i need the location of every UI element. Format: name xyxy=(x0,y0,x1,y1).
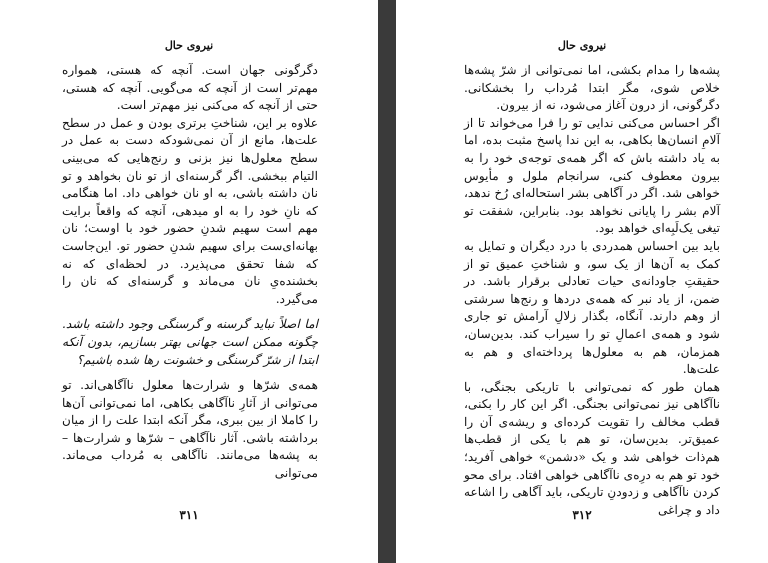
left-page-body xyxy=(62,62,318,483)
book-spine-divider xyxy=(378,0,396,563)
left-paragraph-1: دگرگونی جهان است. آنچه که هستی، همواره مهم‌تر است از آنچه که می‌گویی. آنچه که هستی، حتی از آنچه که می‌کنی نیز مهم‌تر است. xyxy=(62,63,318,113)
right-paragraph-1: پشه‌ها را مدام بکشی، اما نمی‌توانی از شرّ پشه‌ها خلاص شوی، مگر ابتدا مُرداب را بخشکانی. دگرگونی، از درون آغاز می‌شود، نه از بیرون. xyxy=(464,63,720,113)
page-number-left: ۳۱۱ xyxy=(179,508,199,522)
running-head-left: نیروی حال xyxy=(164,39,214,52)
right-paragraph-3: باید بین احساس همدردی با درد دیگران و تمایل به کمک به آن‌ها از یک سو، و شناختِ عمیق تو از حقیقتِ جاودانه‌ی حیات تعادلی برقرار باشد. در ضمن، از یاد نبر که همه‌ی دردها و رنج‌ها سرشتی از وهم دارند. آنگاه، بگذار زلالِ آرامش تو جاری شود و همه‌ی اعمالِ تو را سیراب کند. بدین‌سان، همزمان، هم به معلول‌ها پرداخته‌ای و هم به علت‌ها. xyxy=(464,238,720,377)
right-page-body xyxy=(464,62,720,519)
right-page xyxy=(396,0,768,563)
right-paragraph-4: همان طور که نمی‌توانی با تاریکی بجنگی، با ناآگاهی نیز نمی‌توانی بجنگی. اگر این کار را بکنی، قطب مخالف را تقویت کرده‌ای و ریشه‌ی آن را عمیق‌تر. بدین‌سان، تو هم با یکی از قطب‌ها هم‌ذات خواهی شد و یک «دشمن» خواهی آفرید؛ خود تو هم به درِه‌ی ناآگاهی خواهی افتاد. برای محو کردن ناآگاهی و زدودنِ تاریکی، باید آگاهی را اشاعه داد و چراغی xyxy=(464,379,720,517)
right-paragraph-2: اگر احساس می‌کنی ندایی تو را فرا می‌خواند تا از آلامِ انسان‌ها بکاهی، به این ندا پاسخ مثبت بده، اما به یاد داشته باش که اگر همه‌ی توجه‌ی خود را به بیرون معطوف کنی، سرانجام ملول و مأیوس خواهی شد. اگر در آگاهی بشر استحاله‌ای رُخ ندهد، آلام بشر را پایانی نخواهد بود. بنابراین، شفقت تو تیغی یک‌لَبِه‌ای خواهد بود. xyxy=(464,115,720,236)
left-page xyxy=(0,0,378,563)
running-head-right: نیروی حال xyxy=(557,39,607,52)
left-italic-quote: اما اصلاً نباید گرسنه و گرسنگی وجود داشته باشد. چگونه ممکن است جهانی بهتر بسازیم، بدون آنکه ابتدا از شرّ گرسنگی و خشونت رها شده باشیم؟ xyxy=(62,317,318,367)
page-number-right: ۳۱۲ xyxy=(572,508,592,522)
left-paragraph-2: علاوه بر این، شناختِ برتری بودن و عمل در سطح علت‌ها، مانع از آن نمی‌شودکه دست به عمل در سطح معلول‌ها نیز بزنی و رنج‌هایی که می‌بینی التیام ببخشی. اگر گرسنه‌ای از تو نان بخواهد و تو نان داشته باشی، به او نان خواهی داد. اما هنگامی که نانِ خود را به او میدهی، آنچه که واقعاً برایت مهم است سهیم شدنِ حضور خود با اوست؛ نان بهانه‌ای‌ست برای سهیم شدنِ حضور تو. این‌جاست که شفا تحقق می‌پذیرد. در لحظه‌ای که نه بخشنده‌یِ نان می‌ماند و گرسنه‌ای که نان را می‌گیرد. xyxy=(62,115,318,306)
left-paragraph-3: همه‌ی شرّها و شرارت‌ها معلول ناآگاهی‌اند. تو می‌توانی از آثارِ ناآگاهی بکاهی، اما نمی‌توانی آن‌ها را کاملا از بین ببری، مگر آنکه ابتدا علت را از میان برداشته باشی. آثار ناآگاهی – شرّها و شرارت‌ها – به پشه‌ها می‌مانند. ناآگاهی به مُرداب می‌ماند. می‌توانی xyxy=(62,378,318,481)
